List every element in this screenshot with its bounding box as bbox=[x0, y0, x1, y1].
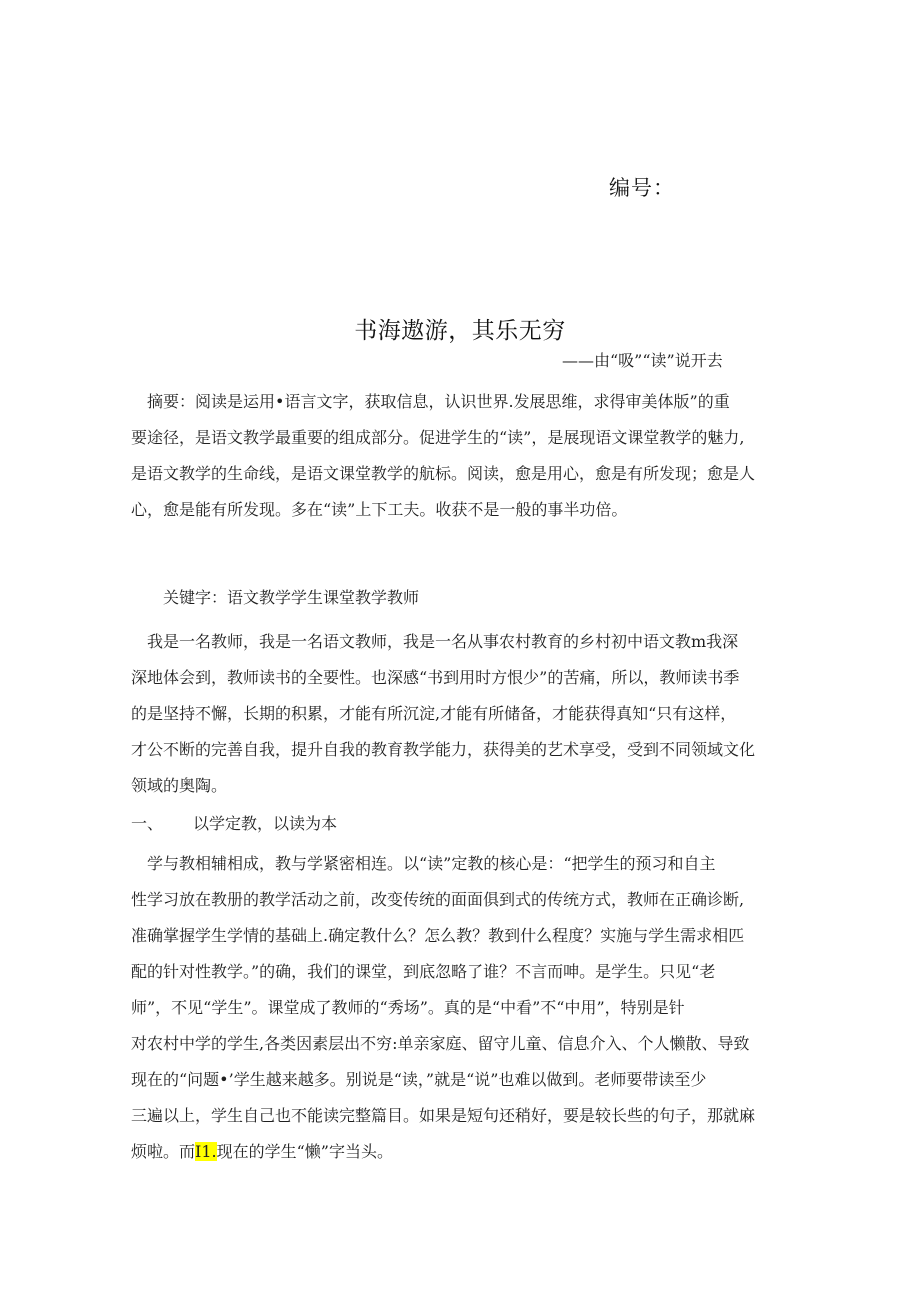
body-line: 师”，不见“学生”。课堂成了教师的“秀场”。真的是“中看”不“中用”，特别是针 bbox=[131, 998, 685, 1017]
section-heading-line bbox=[131, 806, 791, 842]
body-line: 学与教相辅相成，教与学紧密相连。以“读”定教的核心是：“把学生的预习和自主 bbox=[131, 854, 716, 873]
body-line: 配的针对性教学。”的确，我们的课堂，到底忽略了谁？不言而呻。是学生。只见“老 bbox=[131, 962, 716, 981]
body-last-text-before: 烦啦。而 bbox=[131, 1142, 196, 1161]
keywords-text: 关键字：语文教学学生课堂教学教师 bbox=[131, 588, 420, 607]
abstract-line: 要途径，是语文教学最重要的组成部分。促进学生的“读”，是展现语文课堂教学的魅力, bbox=[131, 428, 745, 447]
intro-line: 才公不断的完善自我，提升自我的教育教学能力，获得美的艺术享受，受到不同领域文化 bbox=[131, 740, 756, 759]
abstract-line: 心，愈是能有所发现。多在“读”上下工夫。收获不是一般的事半功倍。 bbox=[131, 500, 628, 519]
abstract-paragraph bbox=[131, 384, 791, 528]
document-subtitle: ——由“吸”“读”说开去 bbox=[562, 351, 723, 370]
document-number-label: 编号： bbox=[609, 176, 675, 200]
document-title: 书海遨游，其乐无穷 bbox=[354, 318, 566, 344]
body-line: 准确掌握学生学情的基础上.确定教什么？怎么教？教到什么程度？实施与学生需求相匹 bbox=[131, 926, 745, 945]
section-heading bbox=[131, 806, 791, 842]
section-number: 一、 bbox=[131, 814, 164, 833]
body-line: 性学习放在教册的教学活动之前，改变传统的面面俱到式的传统方式，教师在正确诊断, bbox=[131, 890, 745, 909]
section-heading-text: 以学定教，以读为本 bbox=[193, 814, 338, 833]
keywords-line bbox=[131, 580, 791, 616]
abstract-line: 是语文教学的生命线，是语文课堂教学的航标。阅读，愈是用心，愈是有所发现；愈是人 bbox=[131, 464, 756, 483]
body-last-line bbox=[131, 1134, 791, 1170]
body-line: 三遍以上，学生自己也不能读完整篇目。如果是短句还稍好，要是较长些的句子，那就麻 bbox=[131, 1106, 756, 1125]
intro-line: 深地体会到，教师读书的全要性。也深感“书到用时方恨少”的苦痛，所以，教师读书季 bbox=[131, 668, 740, 687]
body-line: 对农村中学的学生,各类因素层出不穷:单亲家庭、留守儿童、信息介入、个人懒散、导致 bbox=[131, 1034, 750, 1053]
intro-paragraph bbox=[131, 624, 791, 804]
intro-line: 的是坚持不懈，长期的积累，才能有所沉淀,才能有所储备，才能获得真知“只有这样， bbox=[131, 704, 737, 723]
body-line: 现在的“问题•’学生越来越多。别说是“读，”就是“说”也难以做到。老师要带读至少 bbox=[131, 1070, 707, 1089]
abstract-line: 摘要：阅读是运用•语言文字，获取信息，认识世界.发展思维，求得审美体版”的重 bbox=[131, 392, 730, 411]
body-paragraph bbox=[131, 846, 791, 1170]
intro-line: 领域的奥陶。 bbox=[131, 776, 228, 795]
body-last-text-after: 现在的学生“懒”字当头。 bbox=[216, 1142, 393, 1161]
highlighted-text: I1. bbox=[195, 1142, 217, 1161]
intro-line: 我是一名教师，我是一名语文教师，我是一名从事农村教育的乡村初中语文教m我深 bbox=[131, 632, 739, 651]
